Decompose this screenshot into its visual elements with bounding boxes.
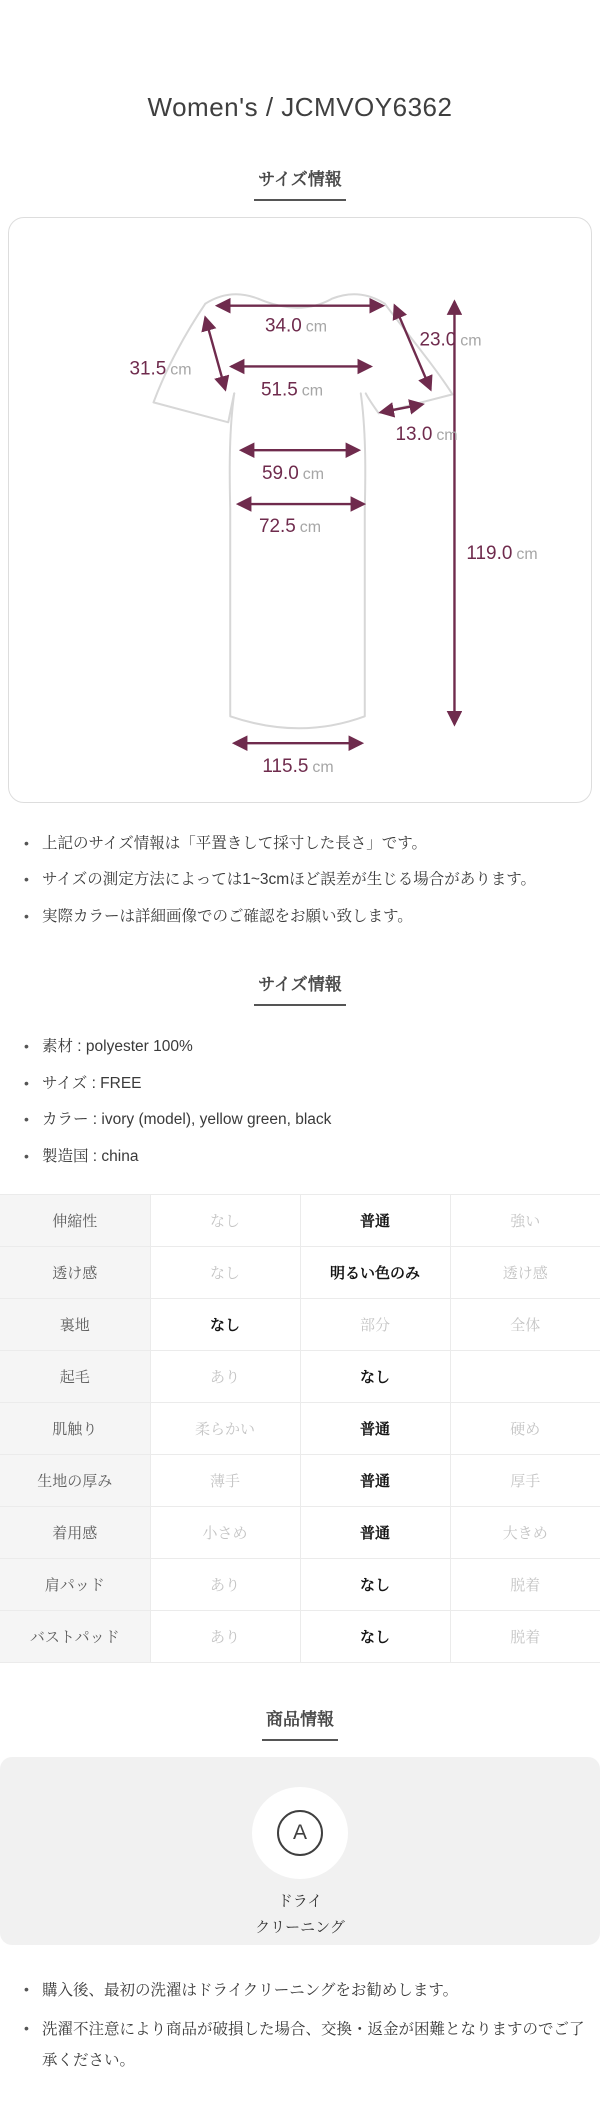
attr-option: 小さめ: [150, 1507, 300, 1559]
size-notes-list: [24, 833, 590, 928]
dress-measurement-diagram: [9, 218, 591, 802]
detail-note: • 素材 : polyester 100%: [24, 1036, 590, 1058]
attr-label: 起毛: [0, 1351, 150, 1403]
label-armhole: 31.5 cm: [129, 358, 192, 380]
table-row: [0, 1559, 600, 1611]
section-heading-text: サイズ情報: [254, 970, 346, 1006]
attr-option: 薄手: [150, 1455, 300, 1507]
size-diagram-box: [8, 217, 592, 803]
attr-label: 肩パッド: [0, 1559, 150, 1611]
page-title: Women's / JCMVOY6362: [147, 92, 453, 122]
table-row: [0, 1611, 600, 1663]
dress-outline: [154, 294, 453, 728]
attr-option: 普通: [300, 1403, 450, 1455]
label-total-length: 119.0 cm: [466, 542, 538, 564]
label-waist: 59.0 cm: [261, 463, 325, 485]
attr-option: [450, 1351, 600, 1403]
table-row: [0, 1455, 600, 1507]
attr-option: なし: [300, 1351, 450, 1403]
attr-option: あり: [150, 1559, 300, 1611]
product-notes-list: [24, 1975, 590, 2076]
measure-line-armhole: [205, 318, 225, 390]
size-note: • サイズの測定方法によっては1~3cmほど誤差が生じる場合があります。: [24, 869, 590, 891]
attr-option: 柔らかい: [150, 1403, 300, 1455]
attr-option: 明るい色のみ: [300, 1247, 450, 1299]
attr-label: 生地の厚み: [0, 1455, 150, 1507]
label-sleeve: 23.0 cm: [419, 329, 482, 351]
detail-note: • 製造国 : china: [24, 1146, 590, 1168]
dry-cleaning-icon: [277, 1810, 323, 1856]
table-row: [0, 1351, 600, 1403]
attr-option: あり: [150, 1611, 300, 1663]
attr-option: 普通: [300, 1507, 450, 1559]
measurement-labels: [129, 316, 537, 777]
table-row: [0, 1507, 600, 1559]
attr-option: 大きめ: [450, 1507, 600, 1559]
attr-option: なし: [300, 1611, 450, 1663]
care-panel: [0, 1757, 600, 1945]
product-note: • 購入後、最初の洗濯はドライクリーニングをお勧めします。: [24, 1975, 590, 2006]
section-heading-size-details: [0, 970, 600, 1006]
care-symbol-letter: A: [292, 1821, 307, 1845]
attr-option: なし: [300, 1559, 450, 1611]
attr-label: 透け感: [0, 1247, 150, 1299]
attr-label: 肌触り: [0, 1403, 150, 1455]
label-shoulder: 34.0 cm: [264, 315, 328, 337]
product-note: • 洗濯不注意により商品が破損した場合、交換・返金が困難となりますのでご了承ください。: [24, 2014, 590, 2076]
attr-option: なし: [150, 1299, 300, 1351]
attr-option: 普通: [300, 1195, 450, 1247]
section-heading-size-diagram: [0, 165, 600, 201]
attr-label: 伸縮性: [0, 1195, 150, 1247]
attr-option: 透け感: [450, 1247, 600, 1299]
table-row: [0, 1403, 600, 1455]
attr-option: 強い: [450, 1195, 600, 1247]
table-row: [0, 1247, 600, 1299]
detail-note: • サイズ : FREE: [24, 1073, 590, 1095]
section-heading-text: サイズ情報: [254, 165, 346, 201]
label-bust: 51.5 cm: [260, 379, 324, 401]
table-row: [0, 1195, 600, 1247]
attr-option: 全体: [450, 1299, 600, 1351]
attributes-table: [0, 1194, 600, 1663]
detail-note: • カラー : ivory (model), yellow green, black: [24, 1109, 590, 1131]
attr-label: 着用感: [0, 1507, 150, 1559]
attr-option: なし: [150, 1247, 300, 1299]
section-heading-text: 商品情報: [262, 1705, 338, 1741]
detail-notes-list: [24, 1036, 590, 1168]
attr-label: 裏地: [0, 1299, 150, 1351]
size-note: • 実際カラーは詳細画像でのご確認をお願い致します。: [24, 906, 590, 928]
attr-option: 普通: [300, 1455, 450, 1507]
attr-option: 脱着: [450, 1559, 600, 1611]
care-caption-line: クリーニング: [255, 1918, 345, 1936]
label-hem: 115.5 cm: [262, 756, 334, 778]
care-symbol-background: [252, 1787, 348, 1879]
size-note: • 上記のサイズ情報は「平置きして採寸した長さ」です。: [24, 833, 590, 855]
table-row: [0, 1299, 600, 1351]
label-hip: 72.5 cm: [259, 515, 322, 537]
care-caption-line: ドライ: [277, 1893, 323, 1911]
attr-option: 脱着: [450, 1611, 600, 1663]
attr-option: 部分: [300, 1299, 450, 1351]
attr-option: あり: [150, 1351, 300, 1403]
section-heading-product-info: [0, 1705, 600, 1741]
label-cuff: 13.0 cm: [395, 424, 458, 446]
attr-option: 厚手: [450, 1455, 600, 1507]
care-caption: [255, 1889, 345, 1940]
attr-label: バストパッド: [0, 1611, 150, 1663]
attr-option: なし: [150, 1195, 300, 1247]
measurement-lines: [205, 302, 454, 743]
measure-line-cuff: [381, 404, 423, 412]
attr-option: 硬め: [450, 1403, 600, 1455]
